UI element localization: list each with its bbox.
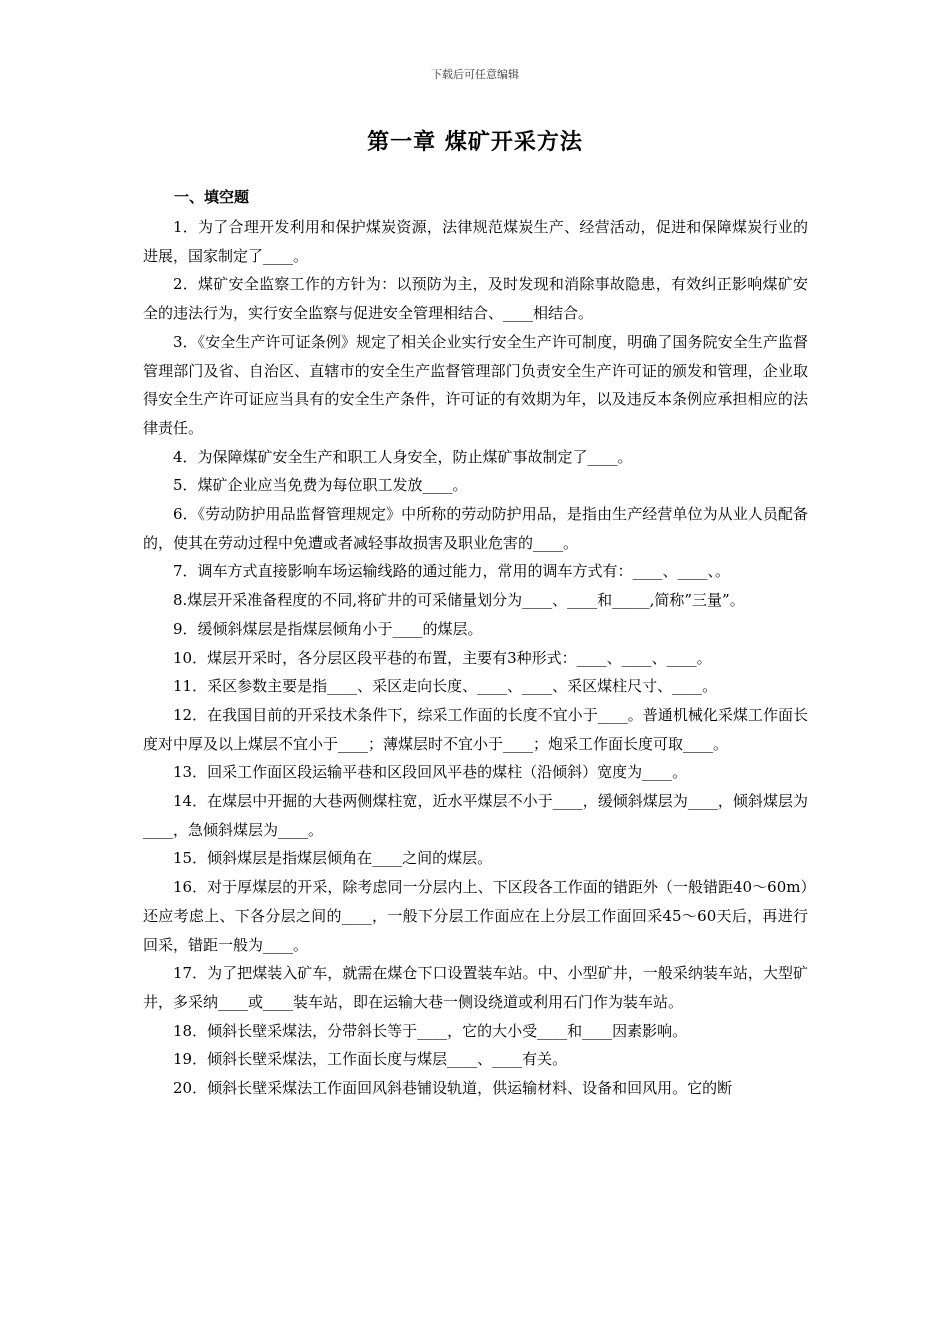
question-item: 3．《安全生产许可证条例》规定了相关企业实行安全生产许可制度，明确了国务院安全生产监督管理部门及省、自治区、直辖市的安全生产监督管理部门负责安全生产许可证的颁发和管理，企业取得安全生产许可证应当具有的安全生产条件，许可证的有效期为年，以及违反本条例应承担相应的法律责任。 (143, 332, 808, 437)
question-list (143, 213, 808, 1103)
question-item: 17．为了把煤装入矿车，就需在煤仓下口设置装车站。中、小型矿井，一般采纳装车站，大型矿井，多采纳____或____装车站，即在运输大巷一侧设绕道或利用石门作为装车站。 (143, 964, 808, 1011)
question-item: 10．煤层开采时，各分层区段平巷的布置，主要有3种形式：____、____、____。 (173, 648, 712, 667)
header-note: 下载后可任意编辑 (431, 68, 519, 81)
question-item: 2．煤矿安全监察工作的方针为：以预防为主，及时发现和消除事故隐患，有效纠正影响煤矿安全的违法行为，实行安全监察与促进安全管理相结合、____相结合。 (143, 275, 808, 323)
question-item: 7．调车方式直接影响车场运输线路的通过能力，常用的调车方式有：____、____、。 (173, 562, 731, 581)
question-item: 14．在煤层中开掘的大巷两侧煤柱宽，近水平煤层不小于____，缓倾斜煤层为____，倾斜煤层为____，急倾斜煤层为____。 (143, 792, 808, 839)
question-item: 20．倾斜长壁采煤法工作面回风斜巷铺设轨道，供运输材料、设备和回风用。它的断 (173, 1079, 733, 1098)
question-item: 1．为了合理开发利用和保护煤炭资源，法律规范煤炭生产、经营活动，促进和保障煤炭行业的进展，国家制定了____。 (143, 218, 808, 265)
section-heading: 一、填空题 (174, 188, 250, 206)
page-title: 第一章 煤矿开采方法 (367, 130, 583, 155)
question-item: 11．采区参数主要是指____、采区走向长度、____、____、采区煤柱尺寸、____。 (173, 677, 718, 696)
question-item: 19．倾斜长壁采煤法，工作面长度与煤层____、____有关。 (173, 1050, 568, 1069)
question-item: 18．倾斜长壁采煤法，分带斜长等于____，它的大小受____和____因素影响。 (173, 1021, 688, 1040)
question-item: 6．《劳动防护用品监督管理规定》中所称的劳动防护用品，是指由生产经营单位为从业人员配备的，使其在劳动过程中免遭或者减轻事故损害及职业危害的____。 (143, 505, 808, 552)
question-item: 9．缓倾斜煤层是指煤层倾角小于____的煤层。 (173, 619, 483, 638)
question-item: 13．回采工作面区段运输平巷和区段回风平巷的煤柱（沿倾斜）宽度为____。 (173, 763, 688, 782)
question-item: 12．在我国目前的开采技术条件下，综采工作面的长度不宜小于____。普通机械化采煤工作面长度对中厚及以上煤层不宜小于____；薄煤层时不宜小于____；炮采工作面长度可取____。 (143, 705, 808, 753)
question-item: 16．对于厚煤层的开采，除考虑同一分层内上、下区段各工作面的错距外（一般错距40～60m）还应考虑上、下各分层之间的____，一般下分层工作面应在上分层工作面回采45～60天后，再进行回采，错距一般为____。 (143, 878, 808, 954)
question-item: 15．倾斜煤层是指煤层倾角在____之间的煤层。 (173, 849, 493, 868)
question-item: 8.煤层开采准备程度的不同,将矿井的可采储量划分为____、____和_____,简称”三量”。 (173, 591, 745, 610)
question-item: 5．煤矿企业应当免费为每位职工发放____。 (173, 476, 468, 495)
question-item: 4．为保障煤矿安全生产和职工人身安全，防止煤矿事故制定了____。 (173, 447, 633, 466)
